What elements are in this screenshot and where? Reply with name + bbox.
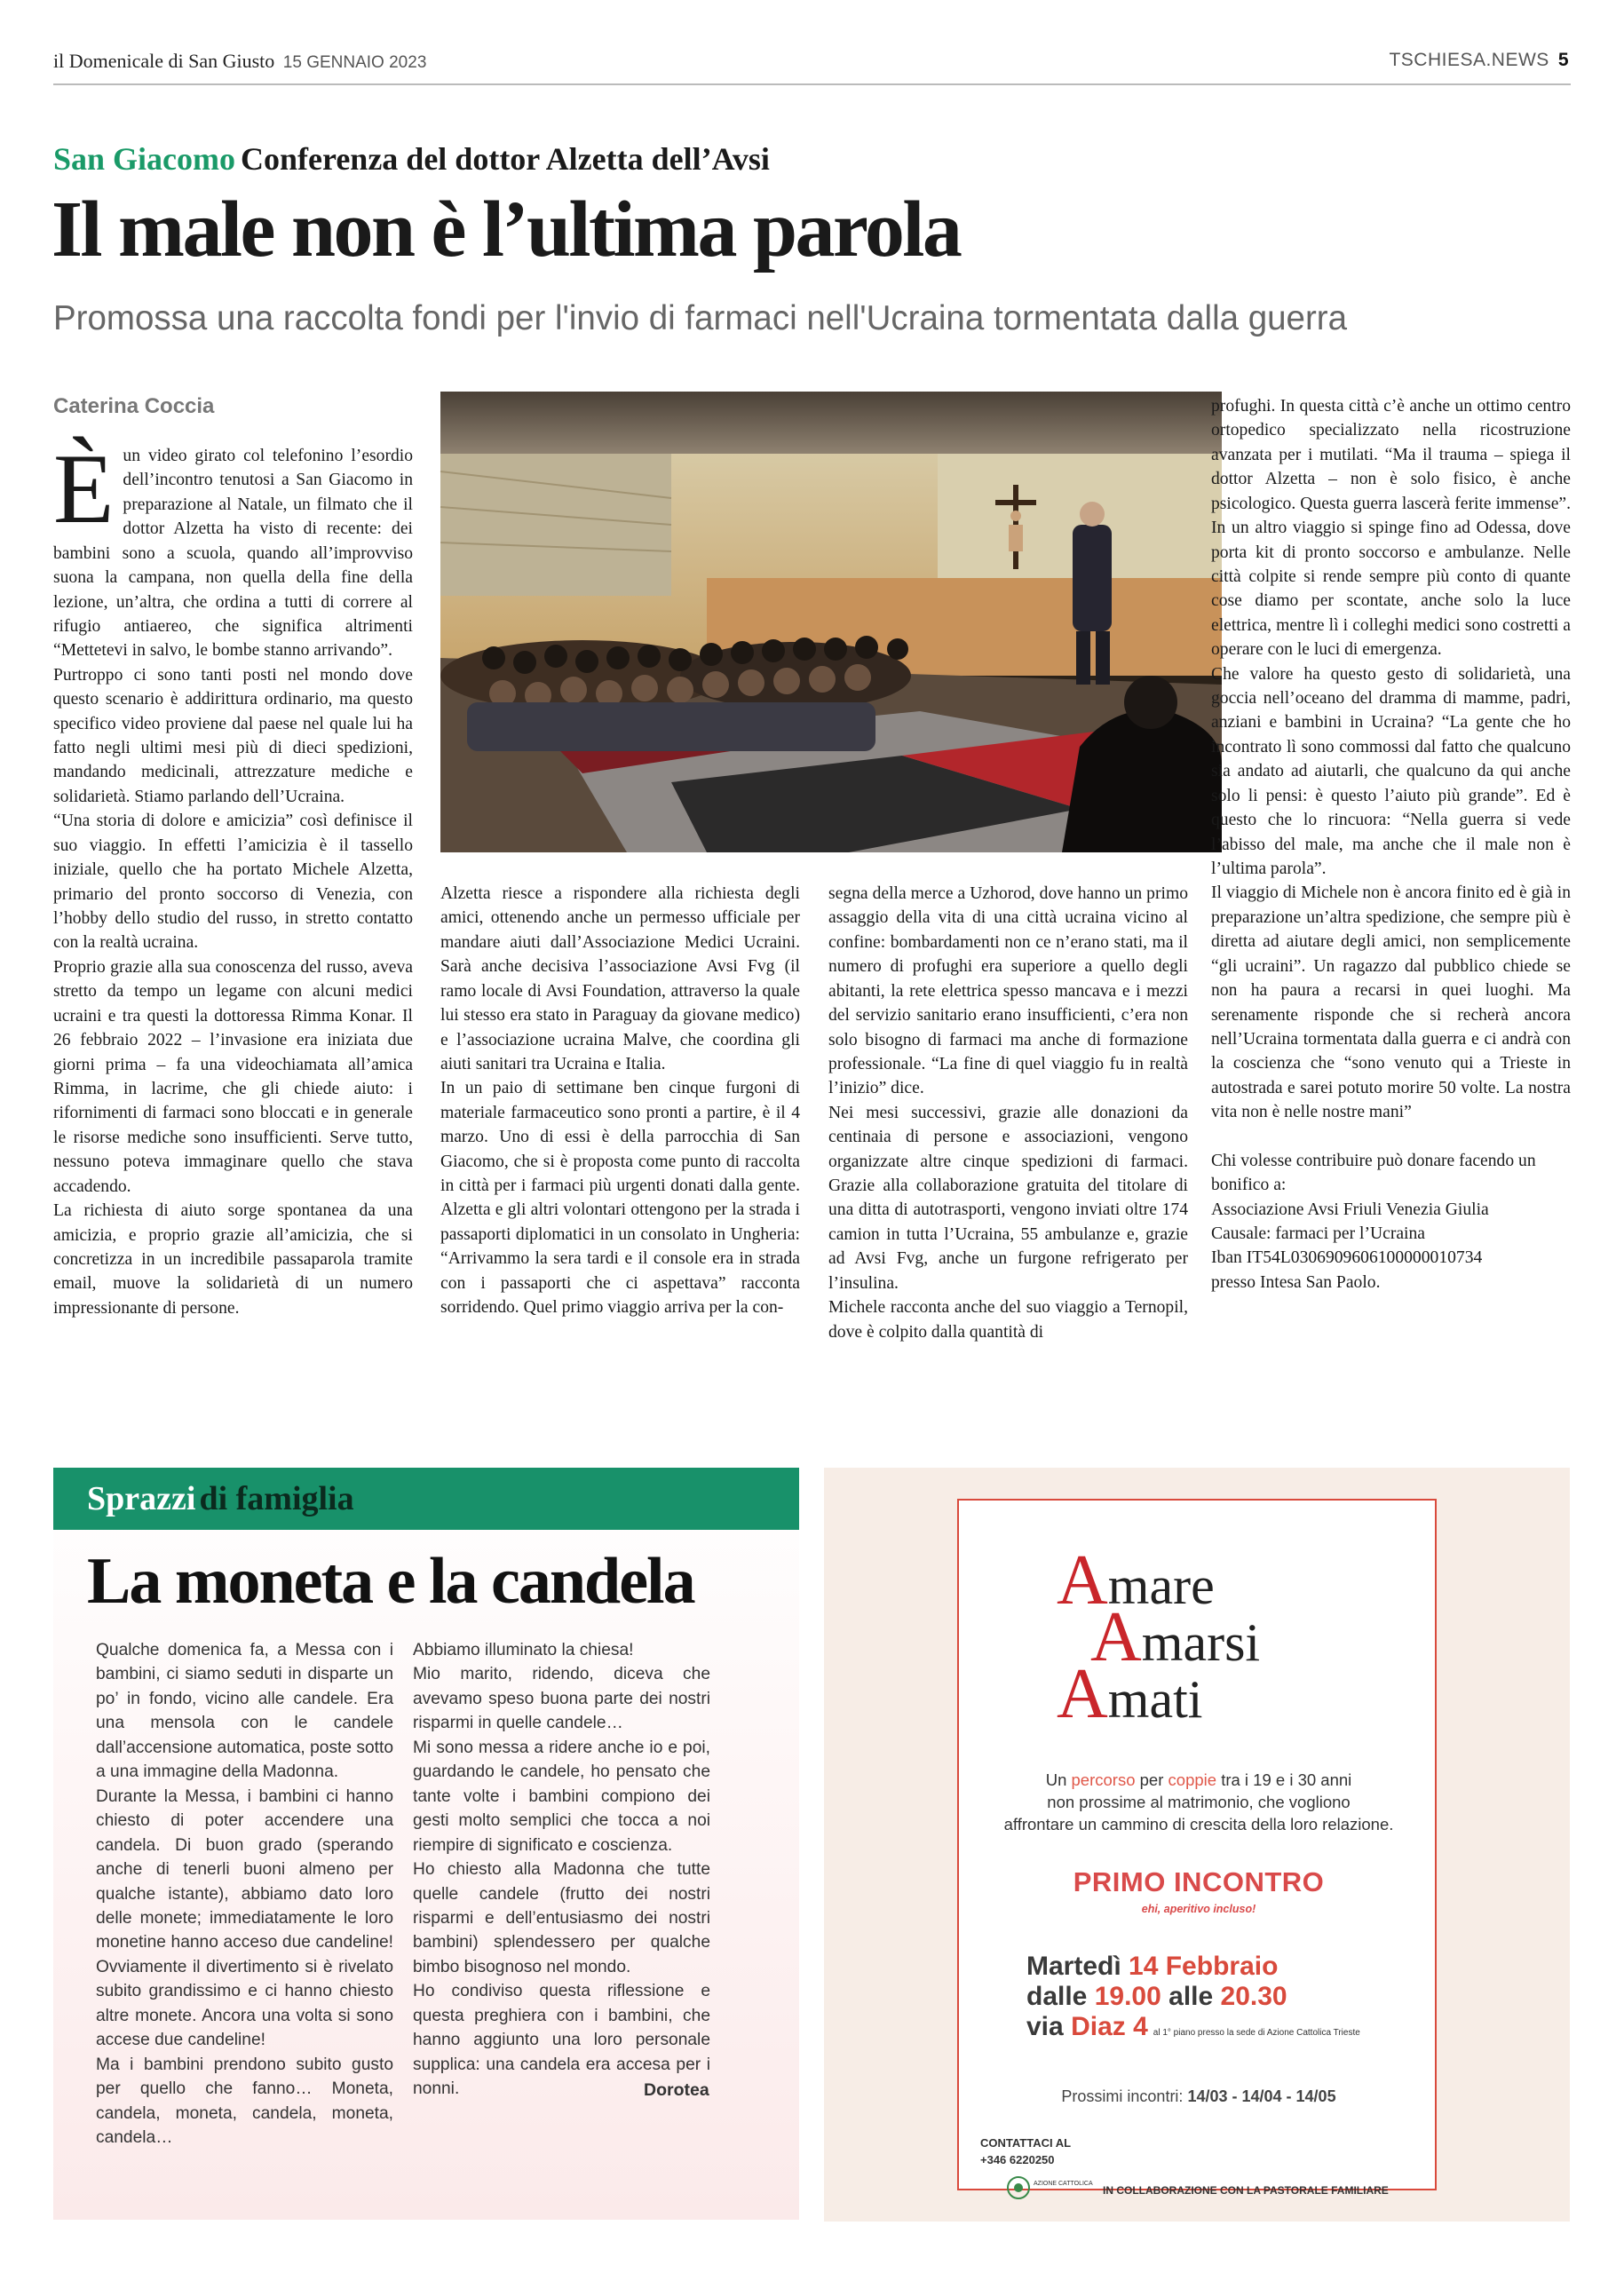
donation-beneficiary: Associazione Avsi Friuli Venezia Giulia (1211, 1200, 1489, 1219)
ad-phone[interactable]: +346 6220250 (980, 2152, 1055, 2166)
paragraph: segna della merce a Uzhorod, dove hanno un primo assaggio della vita di una città ucraina vicino al confine: bombardamenti non ce n’erano stati, ma il numero di profughi era superiore a quello degli abitanti, la rete elettrica spesso mancava e i mezzi del servizio sanitario erano insufficienti, c’era non solo bisogno di farmaci ma anche di formazione professionale. “La fine di quel viaggio fu in realtà l’inizio” dice. (828, 884, 1188, 1098)
ad-word-amati: Amati (1057, 1655, 1203, 1733)
article-kicker (53, 140, 770, 178)
page-number: 5 (1557, 50, 1569, 70)
azione-cattolica-logo-icon (1005, 2173, 1093, 2203)
article-photo (440, 392, 1222, 852)
sprazzi-label-2: di famiglia (199, 1480, 354, 1517)
donation-intro: Chi volesse contribuire può donare facendo un bonifico a: (1211, 1151, 1536, 1195)
donation-bank: presso Intesa San Paolo. (1211, 1272, 1381, 1292)
article-column-4 (1211, 394, 1571, 1295)
ad-place: via Diaz 4 al 1° piano presso la sede di Azione Cattolica Trieste (1026, 2012, 1360, 2041)
paragraph: Abbiamo illuminato la chiesa! (413, 1641, 634, 1659)
paragraph: Purtroppo ci sono tanti posti nel mondo dove questo scenario è addirittura ordinario, ma questo specifico video proviene dal paese nel quale lui ha fatto negli ultimi mesi più di dieci spedizioni, mandando medicinali, attrezzature mediche e solidarietà. Stiamo parlando dell’Ucraina. (53, 665, 413, 806)
sprazzi-label (87, 1479, 354, 1518)
paragraph: Proprio grazie alla sua conoscenza del russo, aveva stretto da tempo un legame con alcuni medici ucraini e tra questi la dottoressa Rimma Konar. Il 26 febbraio 2022 – l’invasione era iniziata due giorni prima – fa una videochiamata all’amica Rimma, in lacrime, che gli chiede aiuto: i rifornimenti di farmaci sono bloccati e in generale le risorse mediche sono insufficienti. Serve tutto, nessuno poteva immaginare quello che stava accadendo. (53, 957, 413, 1196)
sprazzi-title: La moneta e la candela (87, 1545, 694, 1618)
paragraph: Alzetta riesce a rispondere alla richiesta degli amici, ottenendo anche un permesso ufficiale per mandare aiuti dall’Associazione Medici Ucraini. Sarà anche decisiva l’associazione Avsi Fvg (il ramo locale di Avsi Foundation, attraverso la quale lui stesso era stato in Paraguay da giovane medico) e l’associazione ucraina Malve, che coordina gli aiuti sanitari tra Ucraina e Italia. (440, 884, 800, 1073)
ad-description: Un percorso per coppie tra i 19 e i 30 anni non prossime al matrimonio, che vogliono affrontare un cammino di crescita della loro relazione. (1003, 1770, 1394, 1833)
advertisement (824, 1468, 1570, 2222)
paragraph: In un paio di settimane ben cinque furgoni di materiale farmaceutico sono pronti a partire, è il 4 marzo. Uno di essi è della parrocchia di San Giacomo, che si è proposta come punto di raccolta in città per i farmaci più urgenti donati dalla gente. Alzetta e gli altri volontari ottengono per la strada i passaporti diplomatici in un consolato in Ungheria: “Arrivammo la sera tardi e il console era in strada con i passaporti che ci aspettava” racconta sorridendo. Quel primo viaggio arriva per la con- (440, 1079, 800, 1318)
ad-word-amare: Amare (1057, 1541, 1215, 1620)
sprazzi-signature: Dorotea (644, 2080, 709, 2100)
issue-date: 15 GENNAIO 2023 (282, 53, 427, 72)
paragraph: “Una storia di dolore e amicizia” così definisce il suo viaggio. In effetti l’amicizia è il tassello iniziale, quello che ha portato Michele Alzetta, primario del pronto soccorso di Venezia, con l’hobby dello studio del russo, in stretto contatto con la realtà ucraina. (53, 812, 413, 953)
ad-day: Martedì 14 Febbraio (1026, 1952, 1279, 1981)
ad-aperitivo: ehi, aperitivo incluso! (1141, 1903, 1256, 1915)
publication-name: il Domenicale di San Giusto (53, 50, 275, 72)
paragraph: Michele racconta anche del suo viaggio a Ternopil, dove è colpito dalla quantità di (828, 1298, 1188, 1342)
drop-cap: È (53, 434, 115, 544)
sprazzi-box (53, 1468, 799, 2220)
ad-next-meetings: Prossimi incontri: 14/03 - 14/04 - 14/05 (1061, 2087, 1336, 2105)
paragraph: profughi. In questa città c’è anche un ottimo centro ortopedico specializzato nella ricostruzione avanzata per i mutilati. “Ma il trauma – spiega il dottor Alzetta – non è solo fisico, è anche psicologico. Questa guerra lascerà ferite immense”. In un altro viaggio si spinge fino ad Odessa, dove porta kit di pronto soccorso e ambulanze. Nelle città colpite si rende sempre più conto di quante cose diamo per scontate, anche solo la luce elettrica, mentre lì i colleghi medici sono costretti a operare con le luci di emergenza. (1211, 397, 1571, 660)
article-column-3 (828, 882, 1188, 1344)
site-link[interactable]: TSCHIESA.NEWS (1389, 50, 1549, 70)
donation-iban: Iban IT54L0306909606100000010734 (1211, 1248, 1483, 1268)
ad-collaboration: IN COLLABORAZIONE CON LA PASTORALE FAMILIARE (1103, 2184, 1389, 2197)
paragraph: un video girato col telefonino l’esordio dell’incontro tenutosi a San Giacomo in preparazione al Natale, un filmato che il dottor Alzetta ha visto di recente: dei bambini sono a scuola, quando all’improvviso suona la campana, non quella della fine della lezione, un’altra, che ordina a tutti di correre al rifugio antiaereo, che significa altrimenti “Mettetevi in salvo, le bombe stanno arrivando”. (53, 447, 413, 661)
sprazzi-band (53, 1468, 799, 1530)
paragraph: Che valore ha questo gesto di solidarietà, una goccia nell’oceano del dramma di mamme, padri, anziani e bambini in Ucraina? “La gente che ho incontrato lì sono commossi dal fatto che qualcuno sia andato ad aiutarli, che qualcuno da qui anche solo li pensi: è questo l’aiuto più grande”. Ed è questo che lo rincuora: “Nella guerra si vede l’abisso del male, ma anche che il male non è l’ultima parola”. (1211, 664, 1571, 879)
paragraph: Il viaggio di Michele non è ancora finito ed è già in preparazione un’altra spedizione, che sempre più è diretta ad aiutare degli amici, non semplicemente “gli ucraini”. Un ragazzo dal pubblico chiede se non ha paura a recarsi in quei luoghi. Ma serenamente risponde che si recherà ancora nell’Ucraina tormentata dalla guerra e ci andrà con la coscienza che “sono venuto qui a Trieste in autostrada e sarei potuto morire 50 volte. La nostra vita non è nelle nostre mani” (1211, 883, 1571, 1122)
publication-header (53, 50, 426, 73)
kicker-place: San Giacomo (53, 141, 236, 177)
header-divider (53, 83, 1571, 85)
paragraph: Ho chiesto alla Madonna che tutte quelle candele (frutto dei nostri risparmi e dell’entusiasmo dei nostri bambini) splendessero per qualche bimbo bisognoso nel mondo. (413, 1860, 710, 1976)
donation-causal: Causale: farmaci per l’Ucraina (1211, 1224, 1425, 1243)
sprazzi-column-2 (413, 1638, 710, 2102)
sprazzi-label-1: Sprazzi (87, 1480, 196, 1517)
ad-card (957, 1499, 1437, 2197)
conference-room-image (440, 392, 1222, 852)
ad-time: dalle 19.00 alle 20.30 (1026, 1982, 1287, 2011)
paragraph: Ma i bambini prendono subito gusto per quello che fanno… Moneta, candela, moneta, candela, moneta, candela… (96, 2055, 393, 2148)
paragraph: Qualche domenica fa, a Messa con i bambini, ci siamo seduti in disparte un po’ in fondo, vicino alle candele. Era una mensola con le candele dall’accensione automatica, poste sotto a una immagine della Madonna. (96, 1641, 393, 1782)
article-byline: Caterina Coccia (53, 394, 215, 418)
paragraph: Durante la Messa, i bambini ci hanno chiesto di poter accendere una candela. Di buon grado (sperando anche di tenerli buoni almeno per qualche istante), abbiamo dato loro delle monete; immediatamente le loro monetine hanno acceso due candeline! Ovviamente il divertimento si è rivelato subito grandissimo e ci hanno chiesto altre monete. Ancora una volta si sono accese due candeline! (96, 1786, 393, 2050)
paragraph: Nei mesi successivi, grazie alle donazioni da centinaia di persone e associazioni, vengono organizzate altre cinque spedizioni di farmaci. Grazie alla collaborazione gratuita del titolare di una ditta di autotrasporti, vengono inviati oltre 174 camion in tutta l’Ucraina, 55 ambulanze e, grazie ad Avsi Fvg, anche un furgone refrigerato per l’insulina. (828, 1103, 1188, 1293)
article-subheadline: Promossa una raccolta fondi per l'invio di farmaci nell'Ucraina tormentata dalla guerra (53, 299, 1348, 337)
paragraph: Mi sono messa a ridere anche io e poi, guardando le candele, ho pensato che tante volte i bambini compiono dei gesti molto semplici che tocca a noi riempire di significato e coscienza. (413, 1738, 710, 1855)
sprazzi-column-1 (96, 1638, 393, 2150)
kicker-text: Conferenza del dottor Alzetta dell’Avsi (241, 141, 770, 177)
paragraph: La richiesta di aiuto sorge spontanea da una amicizia, e proprio grazie all’amicizia, che si concretizza in un incredibile passaparola tramite email, muove la solidarietà di un numero impressionante di persone. (53, 1201, 413, 1318)
article-column-2 (440, 882, 800, 1320)
ad-word-amarsi: Amarsi (1090, 1598, 1261, 1676)
paragraph: Ho condiviso questa riflessione e questa preghiera con i bambini, che hanno aggiunto una loro personale supplica: una candela era accesa per i nonni. (413, 1982, 710, 2099)
article-headline: Il male non è l’ultima parola (51, 186, 961, 273)
paragraph: Mio marito, ridendo, diceva che avevamo speso buona parte dei nostri risparmi in quelle candele… (413, 1665, 710, 1733)
svg-text:AZIONE CATTOLICA: AZIONE CATTOLICA (1034, 2181, 1093, 2187)
site-header (1389, 50, 1569, 71)
article-column-1 (53, 434, 413, 1320)
ad-contact: CONTATTACI AL +346 6220250 (980, 2135, 1071, 2169)
ad-primo-incontro: PRIMO INCONTRO (1073, 1866, 1325, 1897)
